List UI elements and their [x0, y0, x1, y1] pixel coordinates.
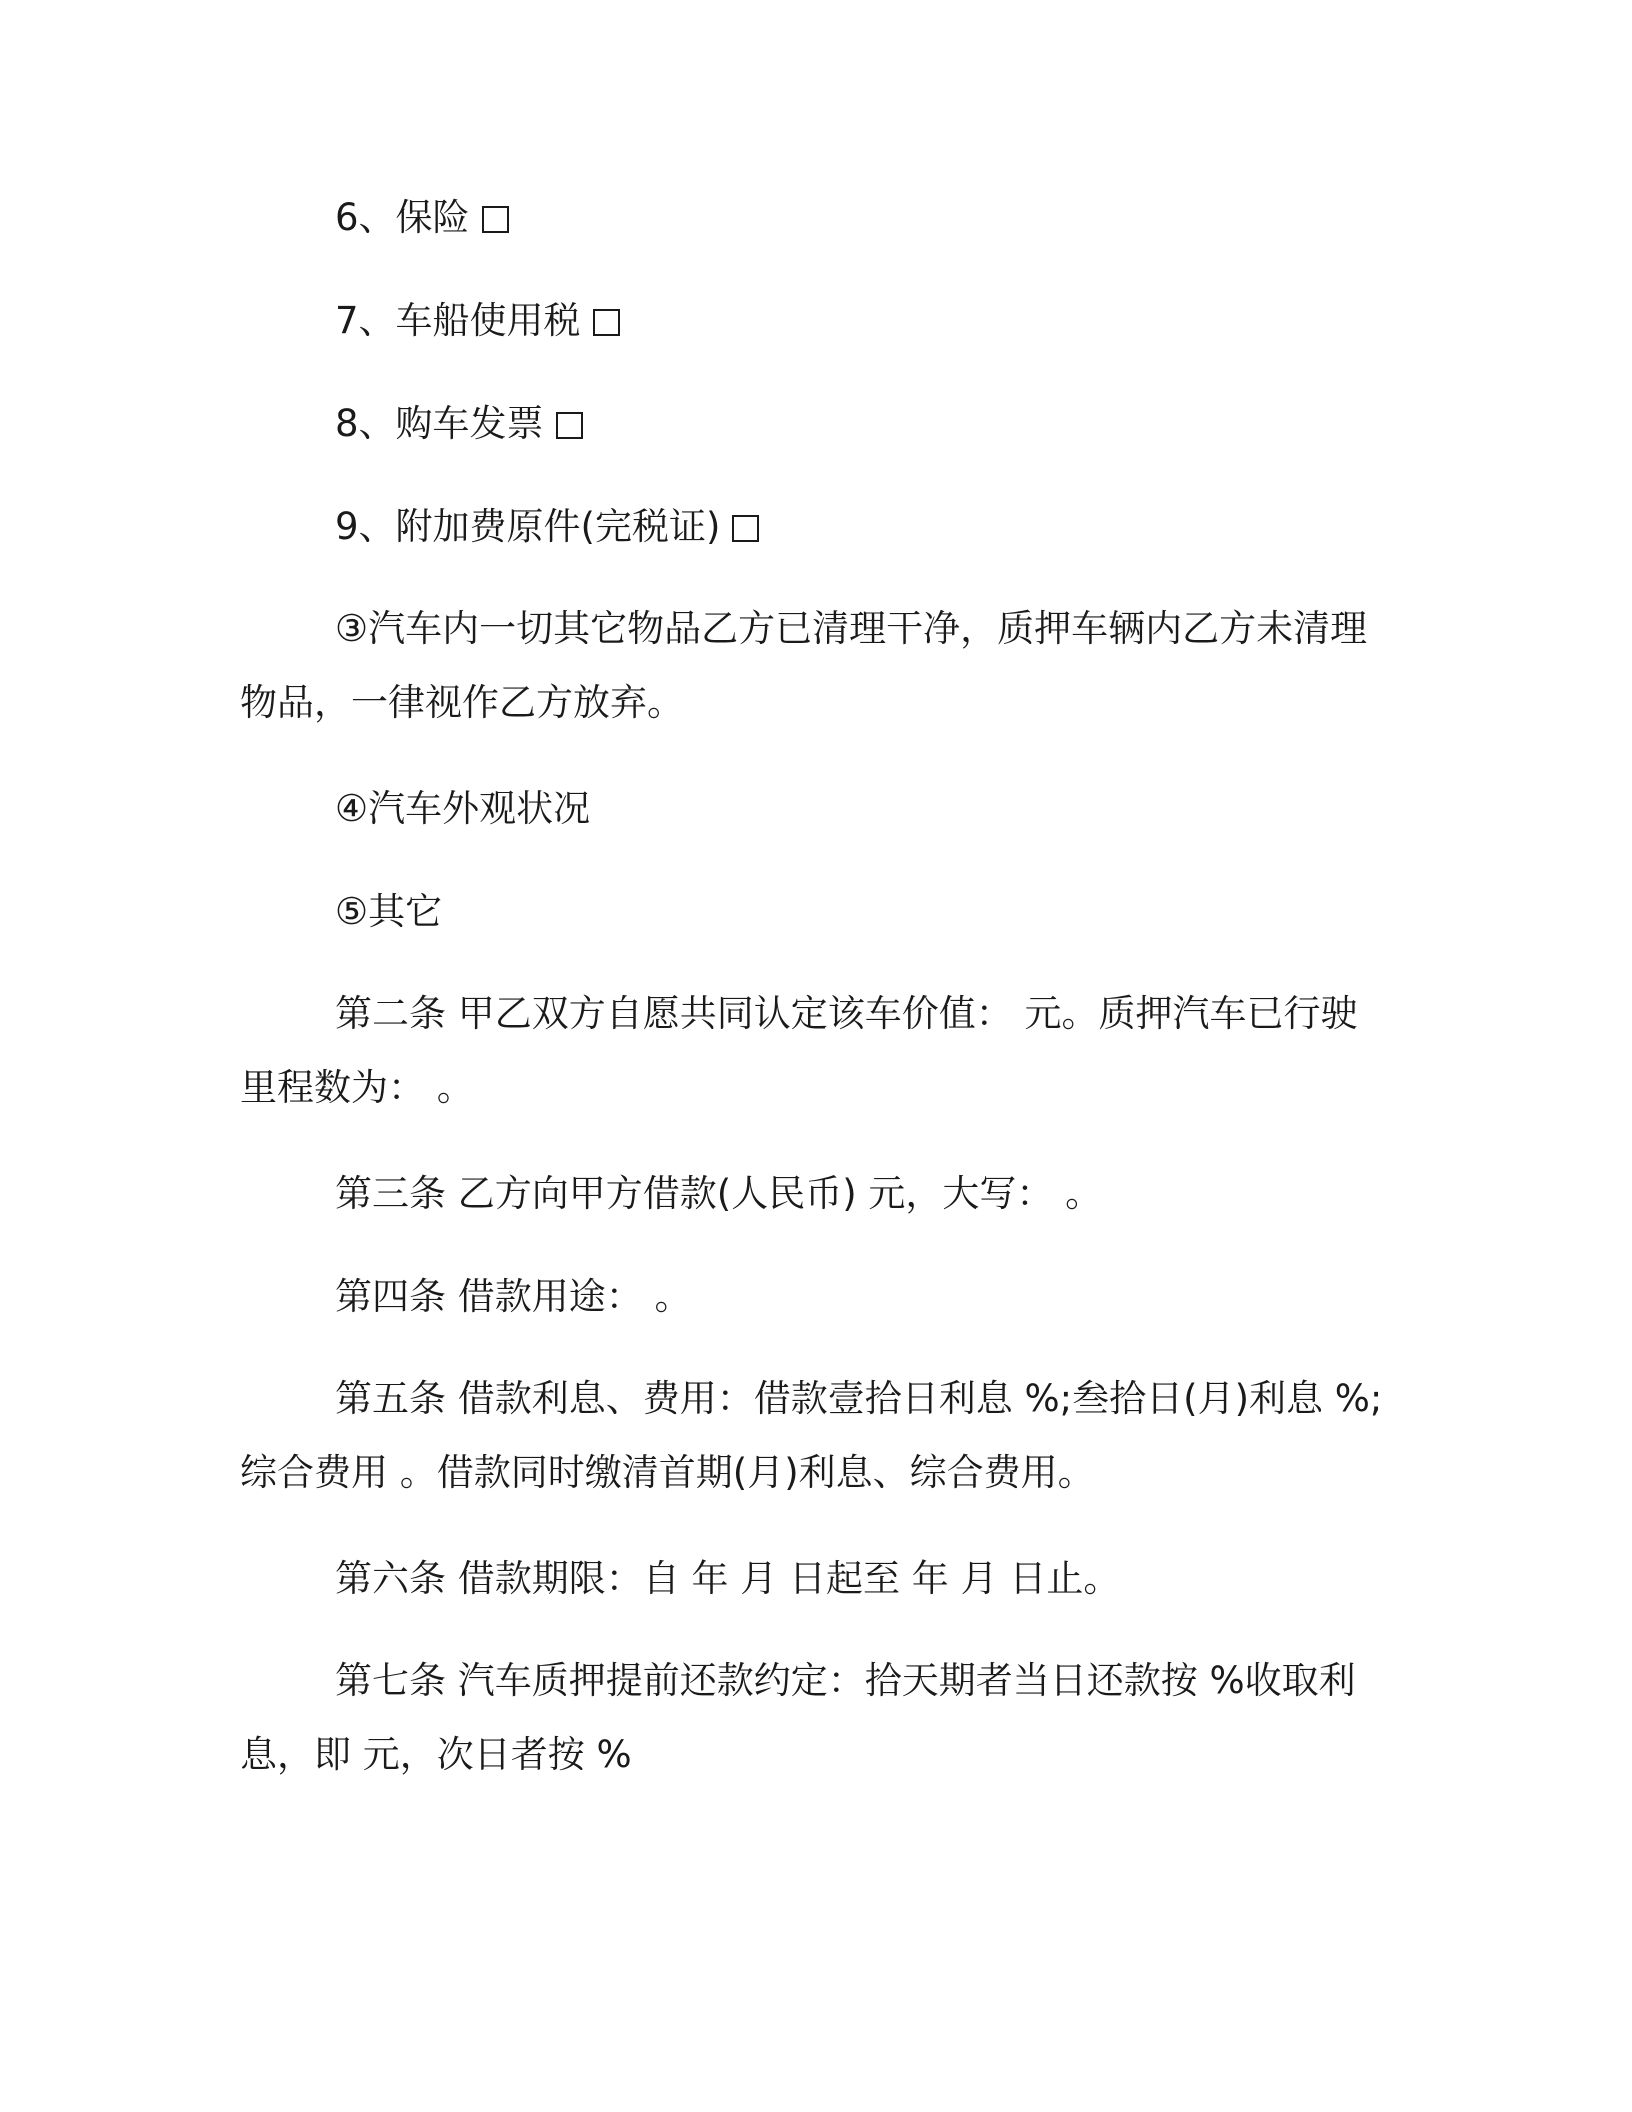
clause-5-paragraph: ⑤其它 — [335, 890, 443, 933]
article-7-paragraph: 第七条 汽车质押提前还款约定：拾天期者当日还款按 %收取利息，即 元，次日者按 % — [240, 1659, 1356, 1776]
checklist-item-label: 7、车船使用税 — [335, 299, 581, 342]
checkbox-icon[interactable] — [556, 412, 583, 439]
article-3-paragraph: 第三条 乙方向甲方借款(人民币) 元，大写： 。 — [335, 1172, 1103, 1215]
clause-3-paragraph: ③汽车内一切其它物品乙方已清理干净，质押车辆内乙方未清理物品，一律视作乙方放弃。 — [240, 607, 1368, 724]
checklist-item-label: 9、附加费原件(完税证) — [335, 505, 721, 548]
checklist-item-invoice — [335, 399, 583, 449]
checklist-item-label: 8、购车发票 — [335, 402, 544, 445]
checkbox-icon[interactable] — [732, 515, 759, 542]
checklist-item-surcharge — [335, 502, 759, 552]
checklist-item-vessel-tax — [335, 296, 620, 346]
checkbox-icon[interactable] — [593, 309, 620, 336]
checkbox-icon[interactable] — [482, 206, 509, 233]
checklist-item-insurance — [335, 193, 509, 243]
article-4-paragraph: 第四条 借款用途： 。 — [335, 1275, 692, 1318]
clause-4-paragraph: ④汽车外观状况 — [335, 787, 591, 830]
article-2-paragraph: 第二条 甲乙双方自愿共同认定该车价值： 元。质押汽车已行驶里程数为： 。 — [240, 992, 1358, 1109]
article-5-paragraph: 第五条 借款利息、费用：借款壹拾日利息 %;叁拾日(月)利息 %;综合费用 。借款同时缴清首期(月)利息、综合费用。 — [240, 1377, 1383, 1494]
checklist-item-label: 6、保险 — [335, 196, 470, 239]
article-6-paragraph: 第六条 借款期限：自 年 月 日起至 年 月 日止。 — [335, 1557, 1121, 1600]
